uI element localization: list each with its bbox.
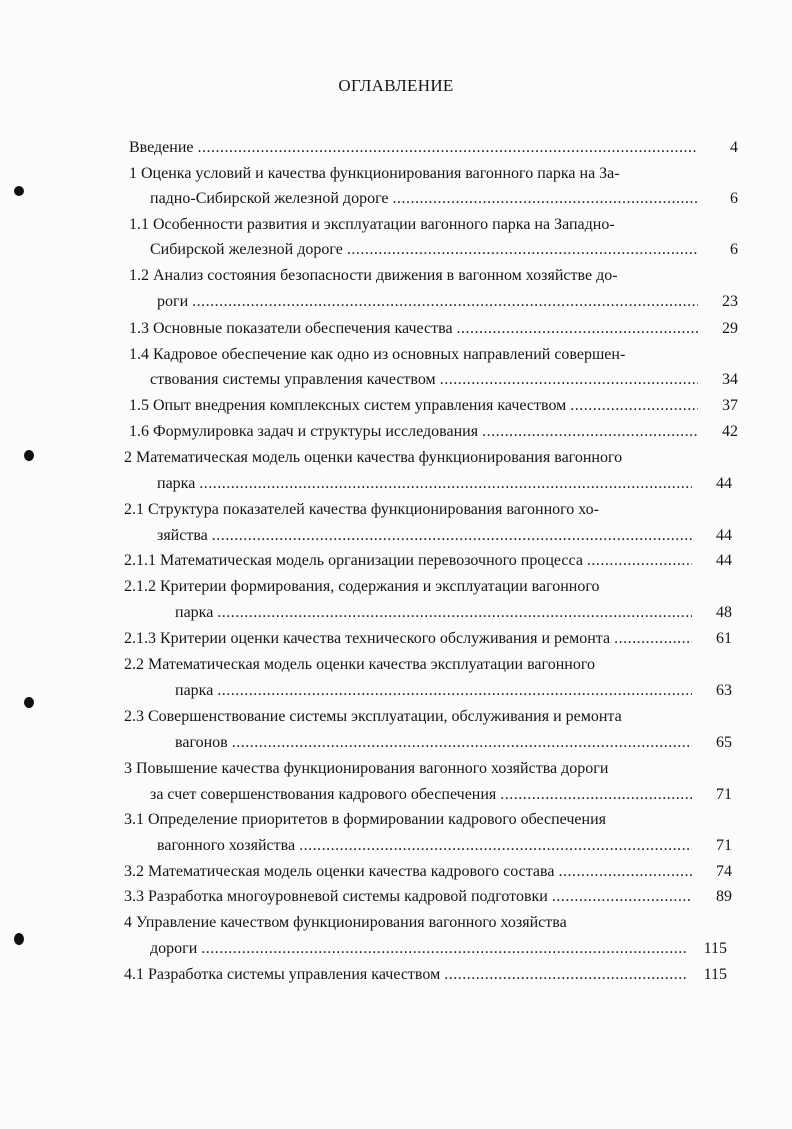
toc-entry-text: 3.3 Разработка многоуровневой системы кадровой подготовки bbox=[124, 888, 548, 905]
toc-entry-line bbox=[124, 500, 599, 520]
toc-page-number: 44 bbox=[716, 552, 732, 569]
leader-dots bbox=[299, 836, 692, 856]
toc-page-number: 44 bbox=[716, 527, 732, 544]
toc-entry-text: 2.2 Математическая модель оценки качества эксплуатации вагонного bbox=[124, 656, 595, 673]
toc-entry-line[interactable] bbox=[150, 240, 738, 260]
toc-page-number: 44 bbox=[716, 475, 732, 492]
toc-entry-line[interactable] bbox=[157, 526, 732, 546]
toc-entry-line bbox=[124, 913, 567, 933]
toc-page-number: 48 bbox=[716, 604, 732, 621]
toc-entry-text: 2 Математическая модель оценки качества функционирования вагонного bbox=[124, 449, 623, 466]
leader-dots bbox=[217, 681, 692, 701]
toc-entry-text: Сибирской железной дороге bbox=[150, 241, 343, 258]
toc-entry-text: 2.1 Структура показателей качества функционирования вагонного хо- bbox=[124, 501, 600, 518]
toc-entry-text: парка bbox=[157, 475, 196, 492]
leader-dots bbox=[587, 551, 692, 571]
toc-page-number: 115 bbox=[703, 940, 727, 957]
leader-dots bbox=[440, 370, 698, 390]
toc-entry-text: 2.1.2 Критерии формирования, содержания и эксплуатации вагонного bbox=[124, 578, 600, 595]
scan-speck bbox=[24, 697, 34, 708]
toc-entry-text: 2.1.1 Математическая модель организации перевозочного процесса bbox=[124, 552, 583, 569]
toc-page-number: 89 bbox=[716, 888, 732, 905]
toc-entry-line bbox=[124, 655, 595, 675]
leader-dots bbox=[558, 862, 692, 882]
toc-entry-line[interactable] bbox=[150, 785, 732, 805]
scan-speck bbox=[14, 933, 24, 945]
toc-page-number: 61 bbox=[716, 630, 732, 647]
toc-entry-text: ствования системы управления качеством bbox=[150, 371, 436, 388]
toc-entry-line[interactable] bbox=[175, 603, 732, 623]
toc-entry-text: 1.1 Особенности развития и эксплуатации вагонного парка на Западно- bbox=[129, 216, 615, 233]
toc-entry-text: 1.2 Анализ состояния безопасности движения в вагонном хозяйстве до- bbox=[129, 267, 618, 284]
toc-page-number: 65 bbox=[716, 734, 732, 751]
toc-entry-line[interactable] bbox=[150, 370, 738, 390]
toc-page-number: 71 bbox=[716, 786, 732, 803]
toc-page-number: 74 bbox=[716, 863, 732, 880]
toc-entry-line[interactable] bbox=[150, 189, 738, 209]
toc-entry-line bbox=[129, 266, 618, 286]
toc-entry-text: 4.1 Разработка системы управления качеством bbox=[124, 966, 441, 983]
toc-entry-line bbox=[124, 707, 622, 727]
toc-entry-line bbox=[129, 164, 620, 184]
leader-dots bbox=[212, 526, 692, 546]
toc-entry-line[interactable] bbox=[157, 292, 738, 312]
toc-page-number: 23 bbox=[722, 293, 738, 310]
toc-entry-text: дороги bbox=[150, 940, 198, 957]
leader-dots bbox=[347, 240, 698, 260]
leader-dots bbox=[393, 189, 698, 209]
leader-dots bbox=[217, 603, 692, 623]
toc-entry-line[interactable] bbox=[157, 474, 732, 494]
leader-dots bbox=[614, 629, 692, 649]
leader-dots bbox=[232, 733, 692, 753]
toc-entry-line bbox=[129, 215, 615, 235]
toc-entry-text: 1.6 Формулировка задач и структуры исследования bbox=[129, 423, 479, 440]
leader-dots bbox=[444, 965, 687, 985]
toc-entry-line bbox=[124, 759, 608, 779]
toc-entry-line[interactable] bbox=[129, 138, 738, 158]
page-title: ОГЛАВЛЕНИЕ bbox=[338, 76, 454, 95]
toc-page-number: 71 bbox=[716, 837, 732, 854]
leader-dots bbox=[198, 138, 699, 158]
toc-entry-line bbox=[129, 345, 625, 365]
toc-entry-line[interactable] bbox=[129, 319, 738, 339]
toc-entry-line[interactable] bbox=[124, 887, 732, 907]
toc-entry-line bbox=[124, 810, 606, 830]
toc-entry-text: вагонного хозяйства bbox=[157, 837, 296, 854]
toc-entry-line[interactable] bbox=[175, 681, 732, 701]
toc-page-number: 29 bbox=[722, 320, 738, 337]
toc-entry-text: 3.2 Математическая модель оценки качества кадрового состава bbox=[124, 863, 555, 880]
toc-entry-text: 2.1.3 Критерии оценки качества технического обслуживания и ремонта bbox=[124, 630, 611, 647]
toc-entry-text: за счет совершенствования кадрового обеспечения bbox=[150, 786, 497, 803]
toc-page-number: 63 bbox=[716, 682, 732, 699]
leader-dots bbox=[500, 785, 692, 805]
toc-entry-line[interactable] bbox=[129, 396, 738, 416]
toc-page-number: 6 bbox=[730, 190, 738, 207]
leader-dots bbox=[482, 422, 698, 442]
toc-entry-line[interactable] bbox=[129, 422, 738, 442]
toc-entry-text: парка bbox=[175, 682, 214, 699]
toc-entry-text: парка bbox=[175, 604, 214, 621]
toc-entry-text: 3.1 Определение приоритетов в формировании кадрового обеспечения bbox=[124, 811, 606, 828]
toc-page-number: 42 bbox=[722, 423, 738, 440]
toc-entry-line[interactable] bbox=[157, 836, 732, 856]
toc-entry-line[interactable] bbox=[124, 965, 727, 985]
toc-page-number: 115 bbox=[703, 966, 727, 983]
toc-page-number: 4 bbox=[730, 139, 738, 156]
toc-entry-text: вагонов bbox=[175, 734, 228, 751]
toc-page-number: 34 bbox=[722, 371, 738, 388]
leader-dots bbox=[457, 319, 698, 339]
leader-dots bbox=[201, 939, 687, 959]
toc-entry-text: роги bbox=[157, 293, 189, 310]
toc-entry-text: Введение bbox=[129, 139, 194, 156]
toc-entry-line bbox=[124, 577, 600, 597]
toc-entry-text: 1.4 Кадровое обеспечение как одно из основных направлений совершен- bbox=[129, 346, 626, 363]
leader-dots bbox=[192, 292, 698, 312]
toc-entry-line[interactable] bbox=[124, 551, 732, 571]
toc-entry-text: падно-Сибирской железной дороге bbox=[150, 190, 389, 207]
scan-speck bbox=[14, 186, 24, 196]
scan-speck bbox=[24, 450, 34, 461]
toc-page-number: 37 bbox=[722, 397, 738, 414]
toc-page-number: 6 bbox=[730, 241, 738, 258]
toc-entry-text: 1 Оценка условий и качества функционирования вагонного парка на За- bbox=[129, 165, 620, 182]
toc-entry-text: 4 Управление качеством функционирования вагонного хозяйства bbox=[124, 914, 567, 931]
toc-entry-text: 1.3 Основные показатели обеспечения качества bbox=[129, 320, 453, 337]
toc-entry-line[interactable] bbox=[124, 629, 732, 649]
toc-entry-text: 3 Повышение качества функционирования вагонного хозяйства дороги bbox=[124, 760, 609, 777]
toc-entry-line bbox=[124, 448, 622, 468]
toc-entry-text: 2.3 Совершенствование системы эксплуатации, обслуживания и ремонта bbox=[124, 708, 622, 725]
toc-entry-line[interactable] bbox=[175, 733, 732, 753]
leader-dots bbox=[570, 396, 698, 416]
leader-dots bbox=[552, 887, 692, 907]
leader-dots bbox=[199, 474, 692, 494]
toc-entry-text: 1.5 Опыт внедрения комплексных систем управления качеством bbox=[129, 397, 567, 414]
toc-entry-text: зяйства bbox=[157, 527, 208, 544]
toc-entry-line[interactable] bbox=[124, 862, 732, 882]
toc-entry-line[interactable] bbox=[150, 939, 727, 959]
